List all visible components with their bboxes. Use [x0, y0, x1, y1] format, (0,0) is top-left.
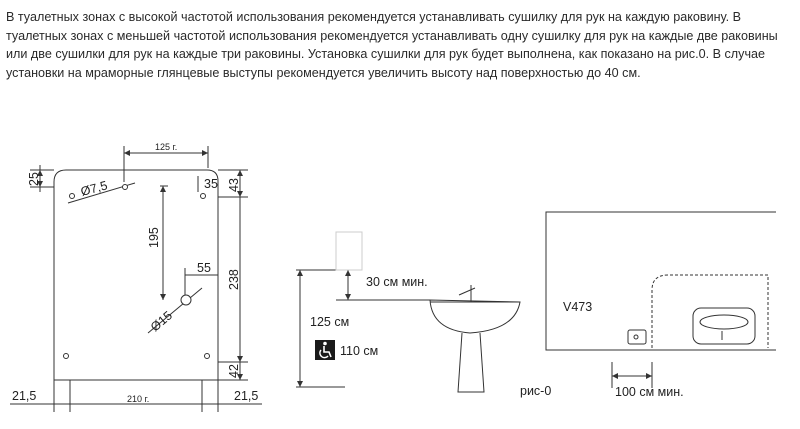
dim-55: 55 — [197, 261, 211, 275]
dim-right-inset: 35 — [204, 177, 218, 191]
side-height-accessible: 110 см — [340, 344, 379, 358]
dim-hole-large: Ø15 — [147, 308, 176, 335]
intro-paragraph: В туалетных зонах с высокой частотой использования рекомендуется устанавливать сушилку для рук на каждую раковину. В туалетных зонах с меньшей частотой использования рекомендуется устанавливать одну сушилку для рук на каждые две раковины или две сушилки для рук на каждые три раковины. Установка сушилки для рук будет выполнена, как показано на рис.0. В случае установки на мраморные глянцевые выступы рекомендуется увеличить высоту над поверхностью до 40 см. — [6, 10, 778, 80]
sink-basin — [430, 300, 520, 333]
dim-top-width: 125 г. — [155, 142, 178, 152]
counter-edge — [652, 275, 768, 348]
dim-right-margin: 21,5 — [234, 389, 259, 403]
dim-bottom-width: 210 г. — [127, 394, 150, 404]
wheelchair-icon — [315, 340, 335, 360]
sink-pedestal — [458, 333, 484, 392]
dim-42: 42 — [227, 364, 241, 378]
dim-vertical-195: 195 — [147, 227, 161, 248]
side-min-gap: 30 см мин. — [366, 275, 428, 289]
room-wall — [546, 212, 776, 350]
dim-left-top: 25 — [27, 172, 41, 186]
dim-238: 238 — [227, 269, 241, 290]
top-view-model: V473 — [563, 300, 593, 314]
dim-right-top: 43 — [227, 178, 241, 192]
top-view-min-distance: 100 см мин. — [615, 385, 684, 399]
dim-hole-small: Ø7,5 — [79, 178, 109, 199]
dim-left-margin: 21,5 — [12, 389, 37, 403]
side-height-total: 125 см — [310, 315, 350, 329]
figure-label: рис-0 — [520, 384, 552, 398]
